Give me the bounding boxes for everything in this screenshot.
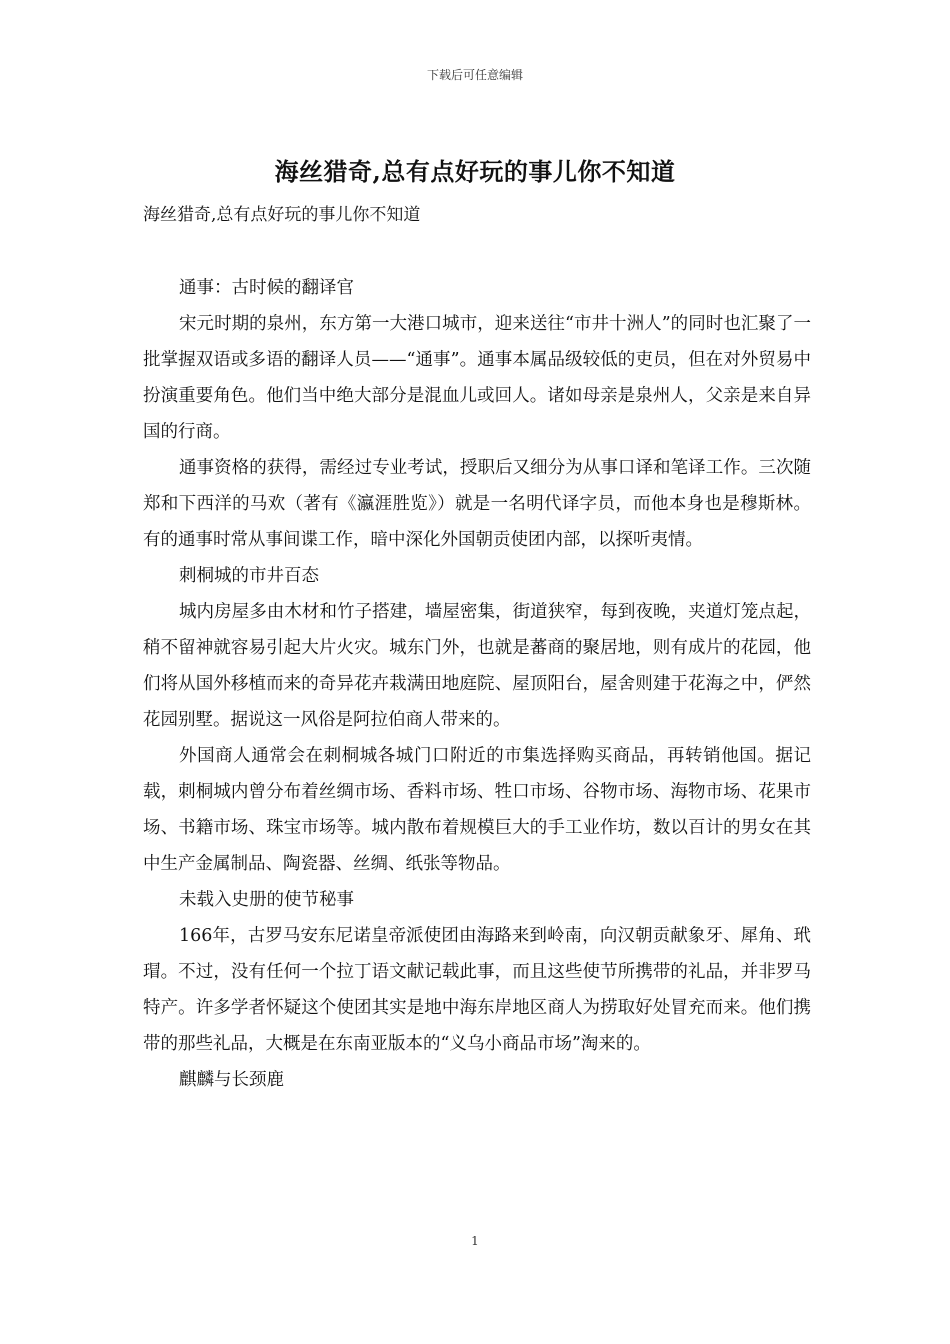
section-heading: 未载入史册的使节秘事 — [179, 890, 354, 910]
section-heading: 通事：古时候的翻译官 — [179, 278, 354, 298]
document-title: 海丝猎奇,总有点好玩的事儿你不知道 — [274, 157, 676, 186]
paragraph: 通事资格的获得，需经过专业考试，授职后又细分为从事口译和笔译工作。三次随郑和下西洋的马欢（著有《瀛涯胜览》）就是一名明代译字员，而他本身也是穆斯林。有的通事时常从事间谍工作，暗中深化外国朝贡使团内部，以探听夷情。 — [143, 458, 811, 550]
document-subtitle: 海丝猎奇,总有点好玩的事儿你不知道 — [143, 205, 421, 225]
page-number: 1 — [471, 1234, 479, 1248]
paragraph: 166年，古罗马安东尼诺皇帝派使团由海路来到岭南，向汉朝贡献象牙、犀角、玳瑁。不过，没有任何一个拉丁语文献记载此事，而且这些使节所携带的礼品，并非罗马特产。许多学者怀疑这个使团其实是地中海东岸地区商人为捞取好处冒充而来。他们携带的那些礼品，大概是在东南亚版本的“义乌小商品市场”淘来的。 — [143, 926, 811, 1054]
page-header: 下载后可任意编辑 — [426, 68, 523, 82]
section-heading: 刺桐城的市井百态 — [179, 566, 319, 586]
paragraph: 宋元时期的泉州，东方第一大港口城市，迎来送往“市井十洲人”的同时也汇聚了一批掌握双语或多语的翻译人员——“通事”。通事本属品级较低的吏员，但在对外贸易中扮演重要角色。他们当中绝大部分是混血儿或回人。诸如母亲是泉州人，父亲是来自异国的行商。 — [143, 314, 811, 442]
paragraph: 外国商人通常会在刺桐城各城门口附近的市集选择购买商品，再转销他国。据记载，刺桐城内曾分布着丝绸市场、香料市场、牲口市场、谷物市场、海物市场、花果市场、书籍市场、珠宝市场等。城内散布着规模巨大的手工业作坊，数以百计的男女在其中生产金属制品、陶瓷器、丝绸、纸张等物品。 — [143, 746, 811, 874]
paragraph: 城内房屋多由木材和竹子搭建，墙屋密集，街道狭窄，每到夜晚，夹道灯笼点起，稍不留神就容易引起大片火灾。城东门外，也就是蕃商的聚居地，则有成片的花园，他们将从国外移植而来的奇异花卉栽满田地庭院、屋顶阳台，屋舍则建于花海之中，俨然花园别墅。据说这一风俗是阿拉伯商人带来的。 — [143, 602, 811, 730]
document-body — [143, 270, 811, 1098]
section-heading: 麒麟与长颈鹿 — [179, 1070, 284, 1090]
